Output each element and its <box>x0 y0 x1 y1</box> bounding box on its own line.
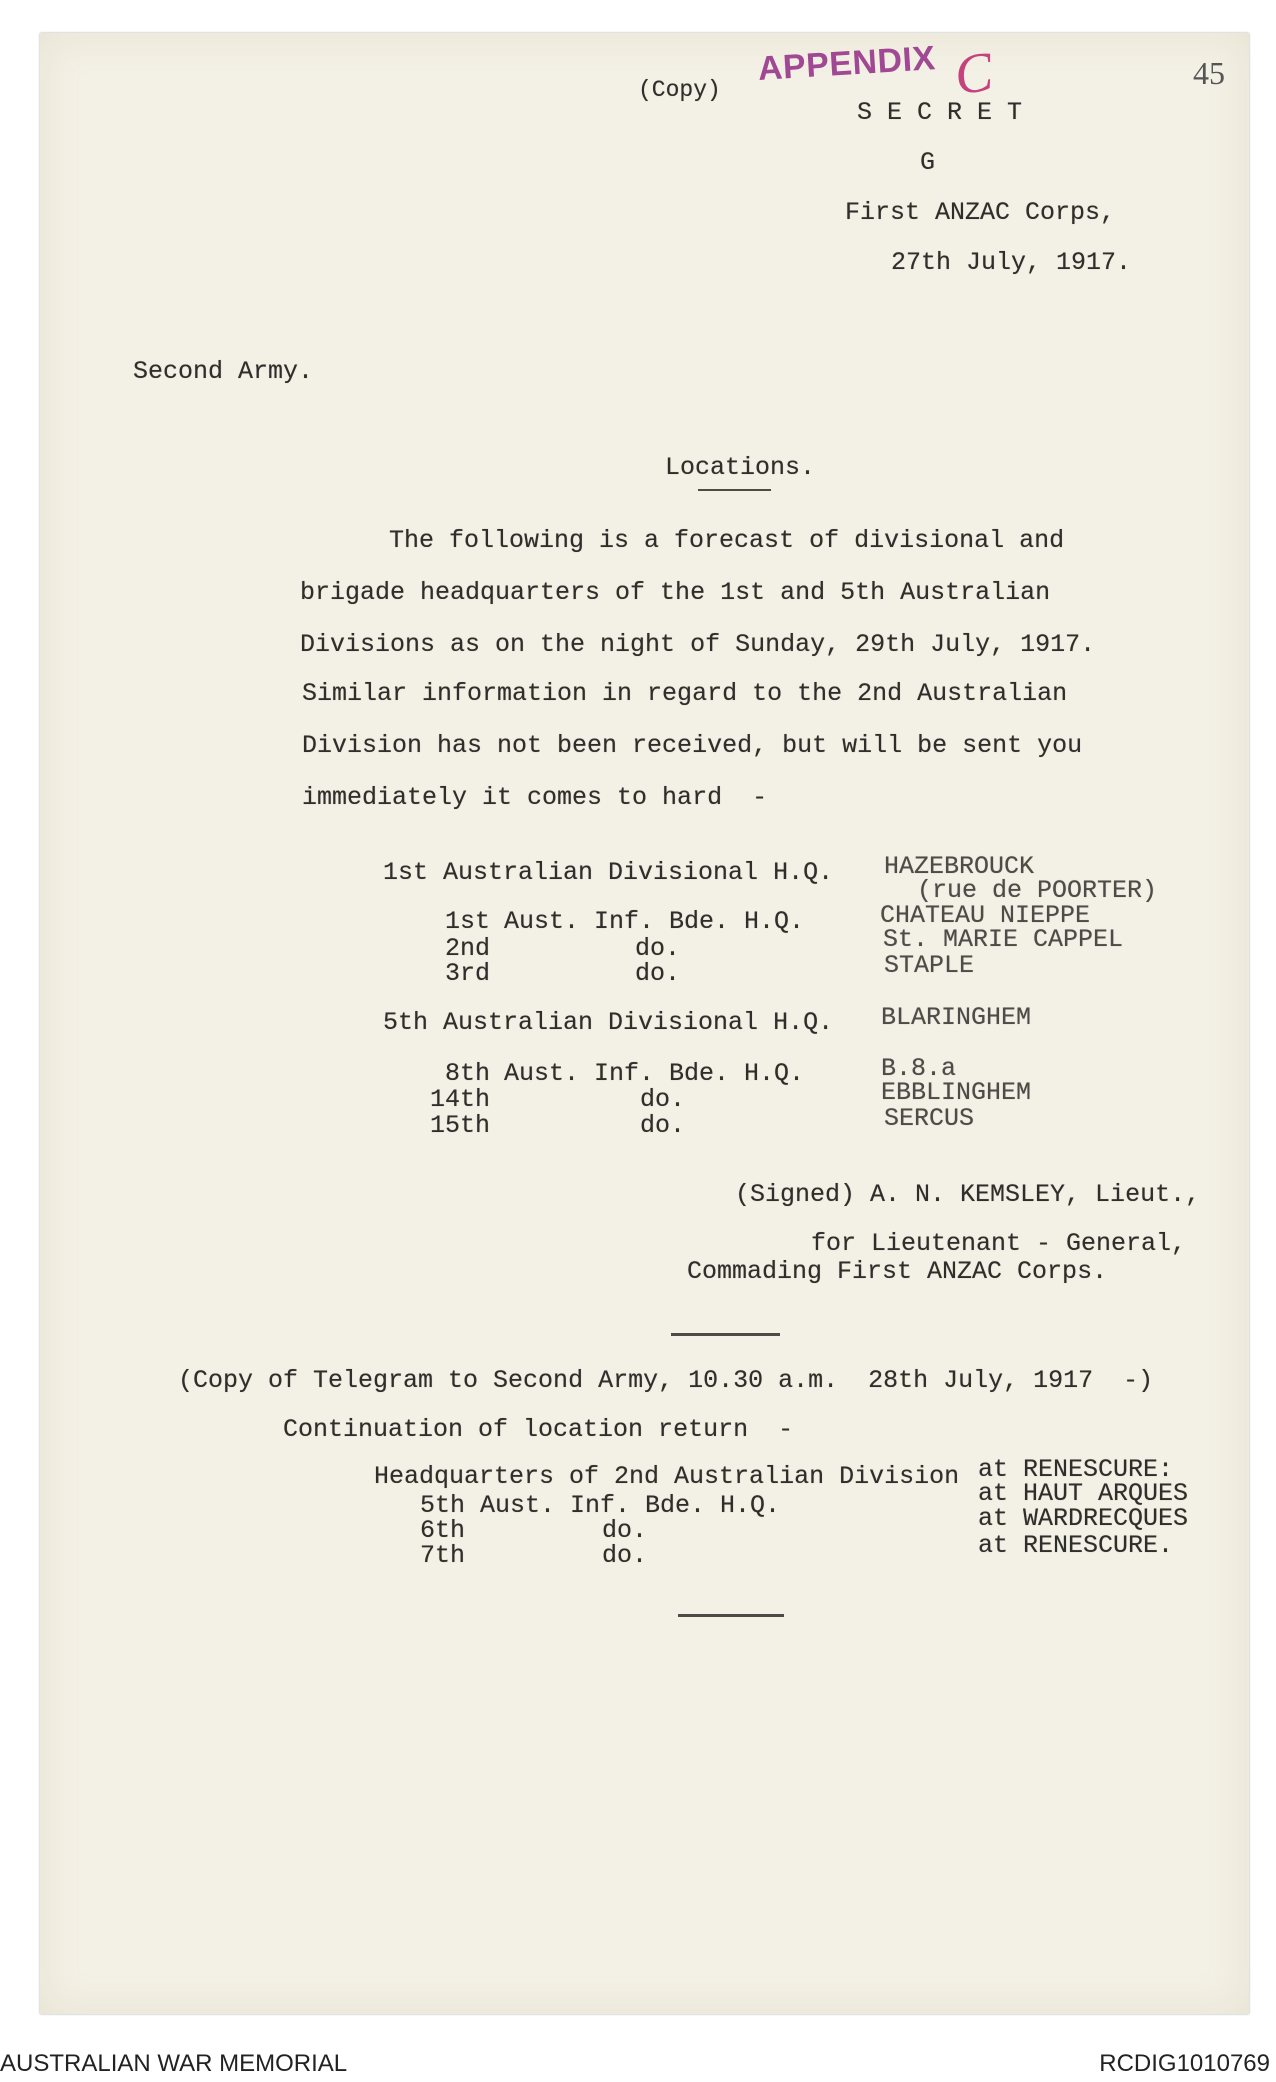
brigade-location: SERCUS <box>884 1104 975 1133</box>
telegram-heading: (Copy of Telegram to Second Army, 10.30 a.m. 28th July, 1917 -) <box>178 1366 1154 1395</box>
signature-title: Commading First ANZAC Corps. <box>687 1257 1108 1286</box>
brigade-unit: do. <box>640 1085 686 1114</box>
brigade-ordinal: 1st <box>444 907 490 936</box>
copy-label: (Copy) <box>638 77 721 103</box>
brigade-location: STAPLE <box>884 951 975 980</box>
brigade-location: St. MARIE CAPPEL <box>883 925 1124 954</box>
telegram-intro: Continuation of location return - <box>283 1415 794 1444</box>
brigade-ordinal: 8th <box>444 1059 490 1088</box>
body-line: brigade headquarters of the 1st and 5th Australian <box>300 578 1051 607</box>
brigade-unit: Aust. Inf. Bde. H.Q. <box>504 907 805 936</box>
sender: First ANZAC Corps, <box>845 198 1116 227</box>
addressee: Second Army. <box>133 357 314 386</box>
subject-heading: Locations. <box>665 453 816 482</box>
brigade-location: EBBLINGHEM <box>881 1078 1032 1107</box>
letter-date: 27th July, 1917. <box>891 248 1132 277</box>
brigade-unit: do. <box>640 1111 686 1140</box>
body-line: Divisions as on the night of Sunday, 29th July, 1917. <box>300 630 1096 659</box>
appendix-letter: C <box>950 40 997 108</box>
division-name: 1st Australian Divisional H.Q. <box>383 858 834 887</box>
telegram-division-name: Headquarters of 2nd Australian Division <box>374 1462 960 1491</box>
body-line: Similar information in regard to the 2nd Australian <box>302 679 1068 708</box>
telegram-brigade-location: at RENESCURE. <box>978 1531 1174 1560</box>
telegram-division-location: at RENESCURE: <box>978 1455 1174 1484</box>
telegram-brigade-ordinal: 6th <box>420 1516 466 1545</box>
body-line: immediately it comes to hard - <box>302 783 768 812</box>
classification: S E C R E T <box>857 98 1023 127</box>
telegram-brigade-ordinal: 7th <box>420 1541 466 1570</box>
record-identifier: RCDIG1010769 <box>1099 2050 1270 2077</box>
signature-line: (Signed) A. N. KEMSLEY, Lieut., <box>735 1180 1201 1209</box>
telegram-brigade-unit: Aust. Inf. Bde. H.Q. <box>480 1491 781 1520</box>
division-location-note: (rue de POORTER) <box>917 876 1158 905</box>
signature-for-line: for Lieutenant - General, <box>811 1229 1187 1258</box>
division-name: 5th Australian Divisional H.Q. <box>383 1008 834 1037</box>
telegram-brigade-ordinal: 5th <box>420 1491 466 1520</box>
section-divider <box>671 1333 780 1336</box>
brigade-ordinal: 15th <box>429 1111 490 1140</box>
body-line: The following is a forecast of divisional and <box>389 526 1065 555</box>
division-location: HAZEBROUCK <box>884 852 1035 881</box>
collection-credit: AUSTRALIAN WAR MEMORIAL <box>0 2050 348 2077</box>
division-location: BLARINGHEM <box>881 1003 1032 1032</box>
subject-underline <box>698 489 771 491</box>
brigade-ordinal: 14th <box>429 1085 490 1114</box>
closing-divider <box>678 1614 784 1617</box>
brigade-unit: do. <box>635 934 681 963</box>
brigade-ordinal: 2nd <box>444 934 490 963</box>
branch-code: G <box>920 148 936 177</box>
brigade-unit: do. <box>635 959 681 988</box>
brigade-unit: Aust. Inf. Bde. H.Q. <box>504 1059 805 1088</box>
telegram-brigade-unit: do. <box>602 1516 648 1545</box>
appendix-stamp: APPENDIX <box>756 39 937 88</box>
telegram-brigade-location: at HAUT ARQUES <box>978 1479 1189 1508</box>
body-line: Division has not been received, but will be sent you <box>302 731 1083 760</box>
telegram-brigade-unit: do. <box>602 1541 648 1570</box>
telegram-brigade-location: at WARDRECQUES <box>978 1504 1189 1533</box>
brigade-location: CHATEAU NIEPPE <box>880 901 1091 930</box>
page-number: 45 <box>1193 55 1225 91</box>
brigade-location: B.8.a <box>881 1054 957 1083</box>
brigade-ordinal: 3rd <box>444 959 490 988</box>
